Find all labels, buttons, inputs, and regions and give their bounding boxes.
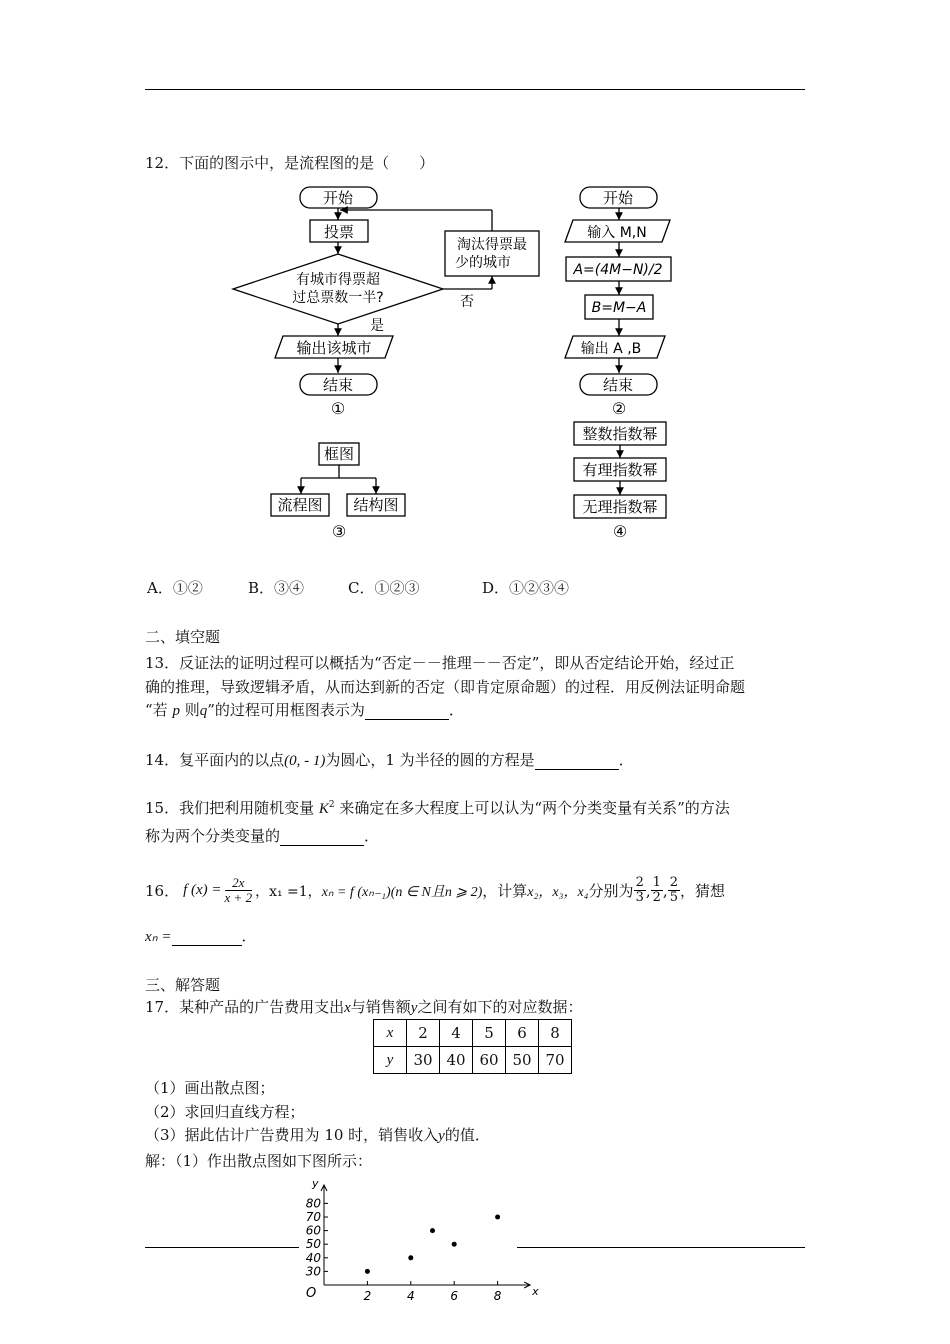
fig4-box3-label: 无理指数幂 (582, 498, 658, 516)
q16-v1-den: 3 (635, 890, 644, 905)
q16-v2-den: 2 (652, 890, 661, 905)
q13-end: ． (448, 701, 464, 719)
q16-recurrence: xₙ = f (xₙ₋₁)(n ∈ N且n ⩾ 2) (321, 884, 483, 900)
option-a: A．①② (147, 579, 203, 597)
fig1-start: 开始 (322, 189, 354, 207)
q15-sup: 2 (328, 800, 335, 810)
q16-frac-den: x + 2 (224, 890, 253, 905)
data-point (452, 1242, 457, 1247)
q16-line2 (145, 925, 257, 946)
fig1-yes: 是 (370, 318, 384, 334)
table-cell: 8 (539, 1020, 572, 1047)
q16-end: ． (241, 927, 257, 945)
fig4-box2-label: 有理指数幂 (582, 461, 658, 479)
table-cell: 50 (506, 1047, 539, 1074)
data-point (495, 1215, 500, 1220)
y-tick-label: 60 (305, 1223, 321, 1238)
q14-point: (0, - 1) (284, 753, 326, 769)
fig2-input: 输入 M,N (587, 225, 647, 241)
q13-line3 (145, 699, 464, 720)
q17-x: x (344, 1000, 351, 1016)
footer-rule-left (145, 1247, 299, 1248)
table-cell: 5 (473, 1020, 506, 1047)
y-tick-label: 70 (305, 1210, 321, 1224)
fig1-decision-diamond (233, 254, 443, 324)
fig4-num: ④ (612, 522, 628, 541)
data-point (365, 1269, 370, 1274)
table-cell: 60 (473, 1047, 506, 1074)
q15-line2 (145, 825, 379, 846)
q12-figures (0, 0, 950, 560)
section-solve: 三、解答题 (145, 976, 221, 994)
x-tick-label: 4 (406, 1289, 415, 1303)
q13-line1: 13．反证法的证明过程可以概括为“否定－－推理－－否定”，即从否定结论开始，经过正 (145, 654, 735, 672)
table-row-y (374, 1047, 572, 1074)
q15-prefix: 15．我们把利用随机变量 (145, 799, 315, 817)
x-tick-label: 6 (450, 1289, 459, 1303)
y-tick-label: 80 (305, 1196, 321, 1211)
q15-k: K (318, 801, 329, 817)
q17-part3 (145, 1124, 490, 1145)
y-axis-label: y (312, 1177, 319, 1190)
q17-data-table (373, 1019, 572, 1074)
q17-part3-a: （3）据此估计广告费用为 10 时，销售收入 (145, 1126, 439, 1144)
fig1-eliminate-1: 淘汰得票最 (457, 237, 527, 253)
table-cell: 4 (440, 1020, 473, 1047)
y-tick-label: 40 (305, 1250, 321, 1265)
q17-solution: 解：（1）作出散点图如下图所示： (145, 1152, 373, 1170)
footer-rule-right (517, 1247, 805, 1248)
fig1-output: 输出该城市 (296, 339, 372, 357)
fig2-end: 结束 (602, 376, 634, 394)
q17-stem (145, 996, 582, 1017)
q13-quote-close: ”的过程可用框图表示为 (207, 701, 365, 719)
q17-part3-y: y (438, 1128, 445, 1144)
q16-are: 分别为 (588, 882, 634, 900)
q15-line2-text: 称为两个分类变量的 (145, 827, 281, 845)
scatter-plot (295, 1175, 539, 1305)
q16-vars: x₂，x₃，x₄ (527, 884, 589, 900)
option-c: C．①②③ (348, 579, 420, 597)
y-tick-label: 50 (305, 1237, 321, 1252)
q14-prefix: 14．复平面内的以点 (145, 751, 285, 769)
q13-q: q (199, 703, 208, 719)
q16-compute: ，计算 (482, 882, 528, 900)
q17-part2: （2）求回归直线方程； (145, 1103, 305, 1121)
section-fill-in: 二、填空题 (145, 628, 221, 646)
data-point (408, 1255, 413, 1260)
q12-stem: 12．下面的图示中，是流程图的是（ ） (145, 154, 435, 172)
q16-fraction (225, 876, 253, 905)
x-tick-label: 8 (493, 1289, 502, 1303)
fig3-right: 结构图 (353, 496, 399, 514)
table-cell: 2 (407, 1020, 440, 1047)
x-axis-label: x (532, 1285, 539, 1298)
q14-end: ． (618, 751, 634, 769)
q16-frac-num: 2x (225, 876, 253, 891)
fig3-left: 流程图 (277, 496, 323, 514)
fig2-num: ② (611, 399, 627, 418)
table-cell: 70 (539, 1047, 572, 1074)
q16-value-2 (651, 876, 663, 905)
q16-fx: f (x) = (183, 882, 222, 898)
q15-suffix: 来确定在多大程度上可以认为“两个分类变量有关系”的方法 (339, 799, 730, 817)
fig4-box1-label: 整数指数幂 (582, 425, 658, 443)
q16-line1: 16． f (x) = $\frac{2x}{x + 2}$ ，x₁ =1， xₙ = f (xₙ₋₁)(n ∈ N且n ⩾ 2) ，计算 x₂，x₃，x₄ 分别为 $\frac{2}{3}$ , $\frac{1}{2}$ , $\frac{2}{5}$ ，猜想 (145, 875, 725, 905)
q13-line2: 确的推理，导致逻辑矛盾，从而达到新的否定（即肯定原命题）的过程．用反例法证明命题 (145, 678, 746, 696)
table-row-x (374, 1020, 572, 1047)
fig1-decision-2: 过总票数一半? (292, 290, 384, 306)
q17-part3-b: 的值． (444, 1126, 490, 1144)
fig3-num: ③ (331, 522, 347, 541)
q16-num: 16． (145, 882, 180, 900)
table-cell: 30 (407, 1047, 440, 1074)
origin-label: O (306, 1286, 317, 1301)
fig2-assign-a: A=(4M−N)/2 (573, 262, 663, 278)
q16-xn: xₙ = (145, 929, 172, 945)
x-tick-label: 2 (363, 1289, 372, 1303)
fig1-decision-1: 有城市得票超 (296, 272, 380, 288)
q17-stem-b: 与销售额 (350, 998, 411, 1016)
fig1-end: 结束 (322, 376, 354, 394)
q14-answer-blank[interactable] (535, 751, 619, 770)
q16-value-3 (668, 876, 680, 905)
y-tick-label: 30 (305, 1264, 321, 1279)
option-d: D．①②③④ (482, 579, 570, 597)
q17-stem-a: 17．某种产品的广告费用支出 (145, 998, 345, 1016)
fig2-output: 输出 A ,B (580, 341, 642, 357)
table-head-y: y (374, 1047, 407, 1074)
q15-end: ． (364, 827, 380, 845)
q16-answer-blank[interactable] (172, 927, 242, 946)
q13-quote-open: “若 (145, 701, 168, 719)
fig2-assign-b: B=M−A (591, 300, 647, 316)
q13-then: 则 (184, 701, 200, 719)
q16-v2-num: 1 (652, 875, 661, 890)
fig1-vote: 投票 (323, 223, 355, 241)
table-cell: 6 (506, 1020, 539, 1047)
table-cell: 40 (440, 1047, 473, 1074)
q15-line1 (145, 797, 730, 818)
q13-p: p (172, 703, 180, 719)
q14-suffix: 为圆心，1 为半径的圆的方程是 (325, 751, 535, 769)
q17-part1: （1）画出散点图； (145, 1079, 275, 1097)
q14-line (145, 749, 634, 770)
q15-answer-blank[interactable] (280, 827, 364, 846)
fig3-root: 框图 (323, 445, 355, 463)
option-b: B．③④ (248, 579, 305, 597)
fig2-start: 开始 (602, 189, 634, 207)
fig1-num: ① (330, 399, 346, 418)
q16-v3-num: 2 (669, 875, 678, 890)
q17-stem-c: 之间有如下的对应数据： (417, 998, 583, 1016)
fig1-no: 否 (460, 294, 474, 310)
q16-v3-den: 5 (669, 890, 678, 905)
q16-x1: ，x₁ =1， (255, 883, 322, 900)
q13-answer-blank[interactable] (365, 701, 449, 720)
q17-y: y (410, 1000, 418, 1016)
q16-value-1 (634, 876, 646, 905)
q16-v1-num: 2 (635, 875, 644, 890)
table-head-x: x (374, 1020, 407, 1047)
fig1-eliminate-2: 少的城市 (455, 255, 511, 271)
data-point (430, 1228, 435, 1233)
q16-guess: ，猜想 (679, 882, 725, 900)
